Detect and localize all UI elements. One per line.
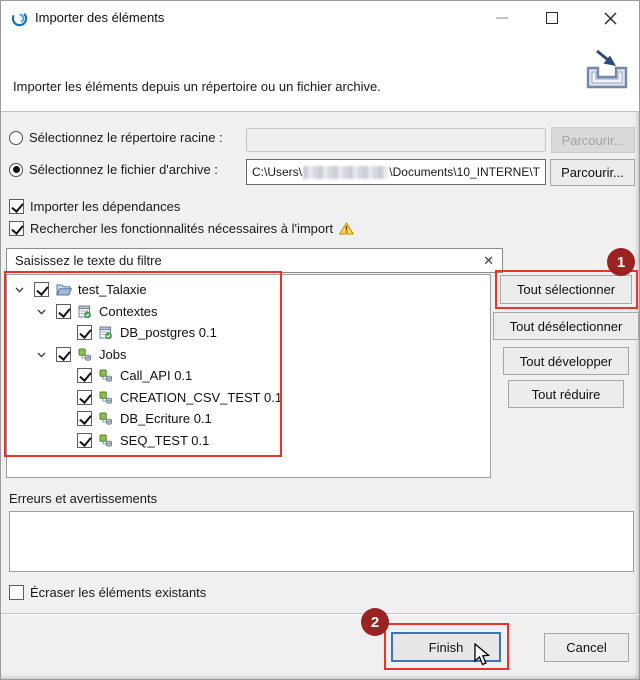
tree-item-label[interactable]: DB_Ecriture 0.1: [120, 411, 212, 426]
tree-item-label[interactable]: SEQ_TEST 0.1: [120, 433, 210, 448]
tree-item-label[interactable]: Contextes: [99, 304, 158, 319]
cancel-button[interactable]: Cancel: [544, 633, 629, 662]
deselect-all-button[interactable]: Tout désélectionner: [493, 312, 639, 340]
archive-path-prefix: C:\Users\: [252, 165, 303, 179]
root-dir-input[interactable]: [246, 128, 546, 152]
job-item-icon: [99, 391, 112, 404]
maximize-button[interactable]: [535, 1, 569, 35]
tree-item: [7, 302, 490, 322]
archive-path-input[interactable]: [246, 159, 546, 185]
title-bar: [1, 1, 639, 35]
wizard-description: Importer les éléments depuis un répertoire ou un fichier archive.: [13, 79, 381, 94]
footer-separator: [1, 613, 640, 615]
window-title: Importer des éléments: [35, 10, 165, 25]
expand-all-button[interactable]: Tout développer: [503, 347, 629, 375]
chevron-down-icon[interactable]: [37, 309, 46, 315]
jobs-icon: [78, 348, 91, 361]
archive-path-suffix: \Documents\10_INTERNE\T: [389, 165, 540, 179]
finish-button[interactable]: Finish: [391, 632, 501, 662]
tree-item-label[interactable]: Jobs: [99, 347, 127, 362]
collapse-all-button[interactable]: Tout réduire: [508, 380, 624, 408]
import-dependencies-label[interactable]: Importer les dépendances: [30, 199, 181, 214]
search-features-row: [9, 221, 354, 236]
errors-section-label: Erreurs et avertissements: [9, 491, 158, 506]
tree-item: [7, 366, 490, 386]
context-item-icon: [99, 326, 112, 339]
tree-item-checkbox[interactable]: [56, 304, 71, 319]
redacted-username: [303, 166, 388, 179]
tree-item: [7, 345, 490, 365]
tree-item: [7, 388, 490, 408]
close-icon: [604, 12, 617, 25]
job-item-icon: [99, 434, 112, 447]
archive-radio[interactable]: [9, 163, 23, 177]
filter-placeholder: Saisissez le texte du filtre: [15, 253, 162, 268]
root-dir-label[interactable]: Sélectionnez le répertoire racine :: [29, 130, 223, 145]
tree-item: [7, 409, 490, 429]
select-all-button[interactable]: Tout sélectionner: [500, 275, 632, 304]
archive-label[interactable]: Sélectionnez le fichier d'archive :: [29, 162, 218, 177]
tree-item: [7, 323, 490, 343]
tree-item-checkbox[interactable]: [77, 433, 92, 448]
errors-list: [9, 511, 634, 572]
job-item-icon: [99, 412, 112, 425]
tree-item-label[interactable]: Call_API 0.1: [120, 368, 193, 383]
elements-tree: [6, 274, 491, 478]
import-dependencies-row: [9, 199, 180, 214]
chevron-down-icon[interactable]: [37, 352, 46, 358]
annotation-badge-1: 1: [607, 248, 635, 276]
root-dir-browse-button[interactable]: Parcourir...: [551, 127, 635, 153]
tree-item-checkbox[interactable]: [56, 347, 71, 362]
root-dir-radio[interactable]: [9, 131, 23, 145]
warning-icon: [339, 222, 354, 235]
import-dependencies-checkbox[interactable]: [9, 199, 24, 214]
contexts-icon: [78, 305, 91, 318]
tree-item-label[interactable]: test_Talaxie: [78, 282, 147, 297]
import-wizard-icon: [583, 47, 631, 93]
folder-open-icon: [56, 283, 72, 296]
archive-radio-row: [9, 162, 218, 177]
tree-item: [7, 431, 490, 451]
search-features-checkbox[interactable]: [9, 221, 24, 236]
tree-item-label[interactable]: CREATION_CSV_TEST 0.1: [120, 390, 283, 405]
overwrite-label[interactable]: Écraser les éléments existants: [30, 585, 207, 600]
filter-clear-icon[interactable]: ✕: [483, 252, 494, 268]
search-features-label[interactable]: Rechercher les fonctionnalités nécessaires à l'import: [30, 221, 334, 236]
tree-item: [7, 280, 490, 300]
tree-item-checkbox[interactable]: [77, 411, 92, 426]
minimize-button[interactable]: [485, 1, 519, 35]
job-item-icon: [99, 369, 112, 382]
tree-item-checkbox[interactable]: [77, 390, 92, 405]
wizard-header: [1, 35, 639, 112]
filter-input[interactable]: [6, 248, 503, 273]
tree-item-label[interactable]: DB_postgres 0.1: [120, 325, 217, 340]
root-dir-radio-row: [9, 130, 223, 145]
close-button[interactable]: [593, 1, 627, 35]
tree-item-checkbox[interactable]: [77, 368, 92, 383]
tree-item-checkbox[interactable]: [34, 282, 49, 297]
app-logo-icon: [11, 10, 28, 27]
chevron-down-icon[interactable]: [15, 287, 24, 293]
tree-item-checkbox[interactable]: [77, 325, 92, 340]
archive-browse-button[interactable]: Parcourir...: [550, 159, 635, 186]
overwrite-row: [9, 585, 206, 600]
overwrite-checkbox[interactable]: [9, 585, 24, 600]
annotation-badge-2: 2: [361, 608, 389, 636]
